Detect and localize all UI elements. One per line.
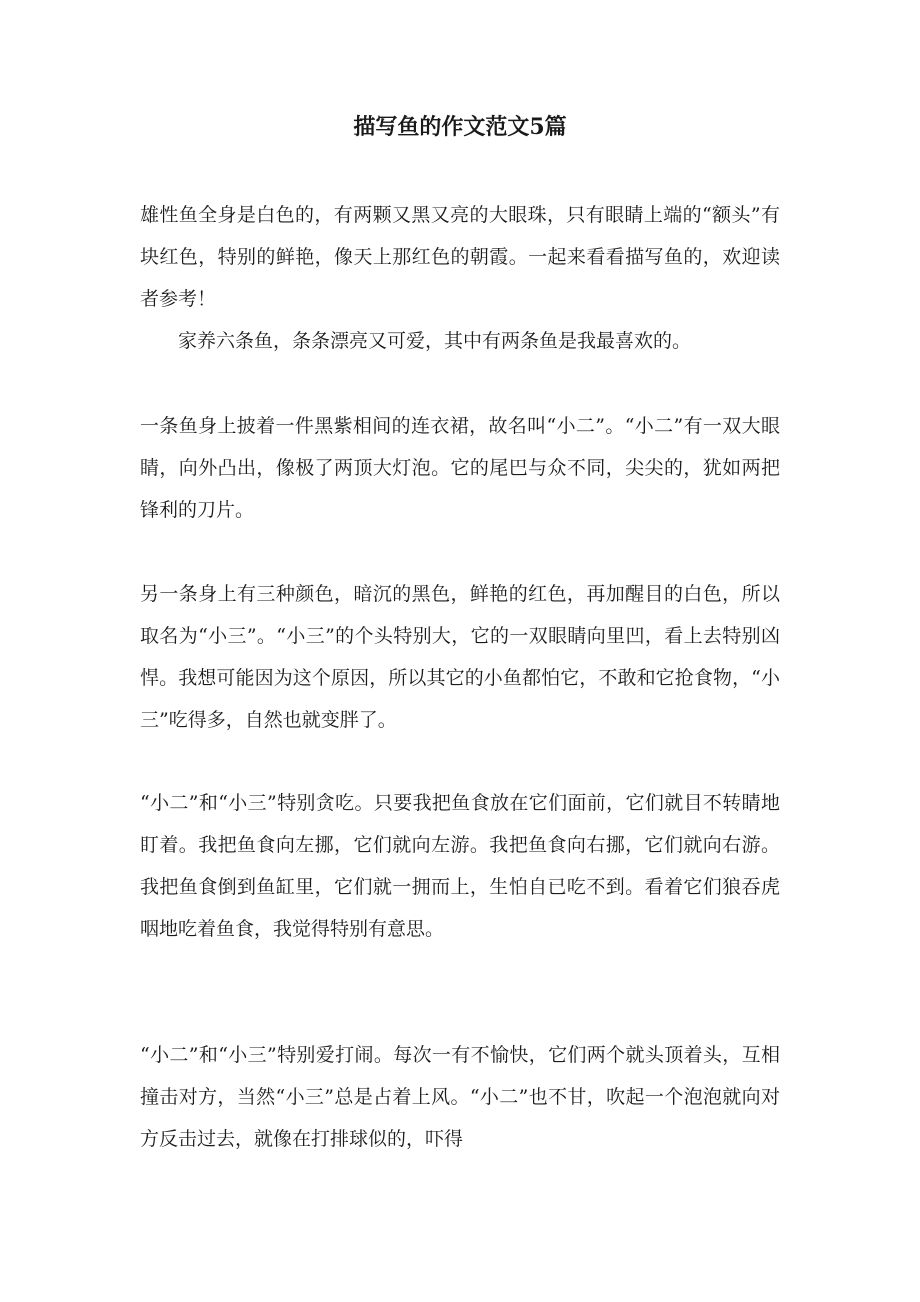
body-paragraph: 一条鱼身上披着一件黑紫相间的连衣裙，故名叫“小二”。“小二”有一双大眼睛，向外凸出，像极了两顶大灯泡。它的尾巴与众不同，尖尖的，犹如两把锋利的刀片。: [140, 415, 780, 521]
body-paragraph: 另一条身上有三种颜色，暗沉的黑色，鲜艳的红色，再加醒目的白色，所以取名为“小三”。“小三”的个头特别大，它的一双眼睛向里凹，看上去特别凶悍。我想可能因为这个原因，所以其它的小鱼都怕它，不敢和它抢食物，“小三”吃得多，自然也就变胖了。: [140, 583, 780, 731]
body-paragraph: “小二”和“小三”特别爱打闹。每次一有不愉快，它们两个就头顶着头，互相撞击对方，当然“小三”总是占着上风。“小二”也不甘，吹起一个泡泡就向对方反击过去，就像在打排球似的，吓得: [140, 1044, 780, 1150]
body-paragraph: “小二”和“小三”特别贪吃。只要我把鱼食放在它们面前，它们就目不转睛地盯着。我把鱼食向左挪，它们就向左游。我把鱼食向右挪，它们就向右游。我把鱼食倒到鱼缸里，它们就一拥而上，生怕自已吃不到。看着它们狼吞虎咽地吃着鱼食，我觉得特别有意思。: [140, 792, 780, 940]
body-paragraph: 家养六条鱼，条条漂亮又可爱，其中有两条鱼是我最喜欢的。: [178, 330, 692, 352]
intro-paragraph: 雄性鱼全身是白色的，有两颗又黑又亮的大眼珠，只有眼睛上端的“额头”有块红色，特别的鲜艳，像天上那红色的朝霞。一起来看看描写鱼的，欢迎读者参考！: [140, 204, 780, 310]
page-title: 描写鱼的作文范文5篇: [353, 114, 567, 140]
